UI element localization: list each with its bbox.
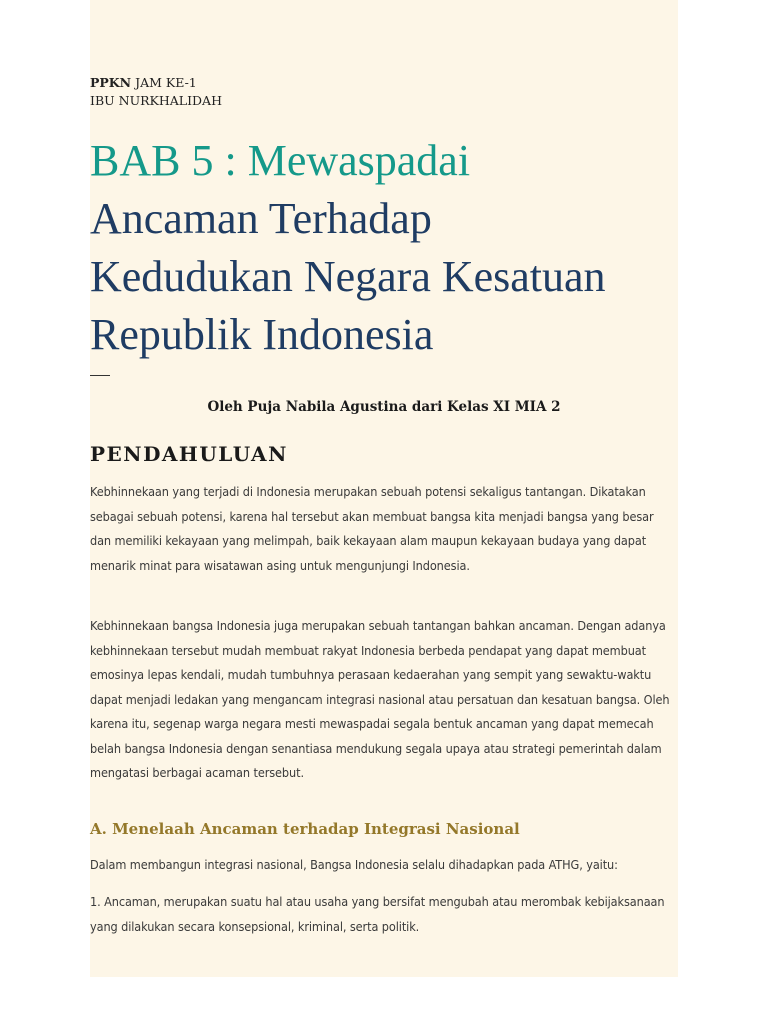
subject-line: [90, 74, 197, 92]
section-heading: PENDAHULUAN: [90, 442, 288, 466]
document-page: [90, 0, 678, 977]
chapter-title: [90, 132, 690, 364]
author-byline: Oleh Puja Nabila Agustina dari Kelas XI MIA 2: [207, 399, 561, 415]
title-line-2: Ancaman Terhadap: [90, 194, 432, 243]
title-divider: [90, 375, 110, 376]
title-line-3: Kedudukan Negara Kesatuan: [90, 252, 606, 301]
paragraph-2: Kebhinnekaan bangsa Indonesia juga merupakan sebuah tantangan bahkan ancaman. Dengan adanya kebhinnekaan tersebut mudah membuat rakyat Indonesia berbeda pendapat yang dapat membuat emosinya lepas kendali, mudah tumbuhnya perasaan kedaerahan yang sempit yang sewaktu-waktu dapat menjadi ledakan yang mengancam integrasi nasional atau persatuan dan kesatuan bangsa. Oleh karena itu, segenap warga negara mesti mewaspadai segala bentuk ancaman yang dapat memecah belah bangsa Indonesia dengan senantiasa mendukung segala upaya atau strategi pemerintah dalam mengatasi berbagai acaman tersebut.: [90, 618, 670, 780]
subject-session: JAM KE-1: [131, 75, 197, 90]
list-item-1: 1. Ancaman, merupakan suatu hal atau usaha yang bersifat mengubah atau merombak kebijaksanaan yang dilakukan secara konsepsional, kriminal, serta politik.: [90, 894, 665, 934]
subsection-heading: A. Menelaah Ancaman terhadap Integrasi Nasional: [90, 820, 520, 838]
teacher-name: IBU NURKHALIDAH: [90, 93, 222, 108]
title-line-accent: BAB 5 : Mewaspadai: [90, 136, 471, 185]
title-line-4: Republik Indonesia: [90, 310, 434, 359]
paragraph-1: Kebhinnekaan yang terjadi di Indonesia merupakan sebuah potensi sekaligus tantangan. Dikatakan sebagai sebuah potensi, karena hal tersebut akan membuat bangsa kita menjadi bangsa yang besar dan memiliki kekayaan yang melimpah, baik kekayaan alam maupun kekayaan budaya yang dapat menarik minat para wisatawan asing untuk mengunjungi Indonesia.: [90, 484, 654, 573]
subsection-intro: Dalam membangun integrasi nasional, Bangsa Indonesia selalu dihadapkan pada ATHG, yaitu:: [90, 857, 618, 872]
subject-code: PPKN: [90, 75, 132, 90]
